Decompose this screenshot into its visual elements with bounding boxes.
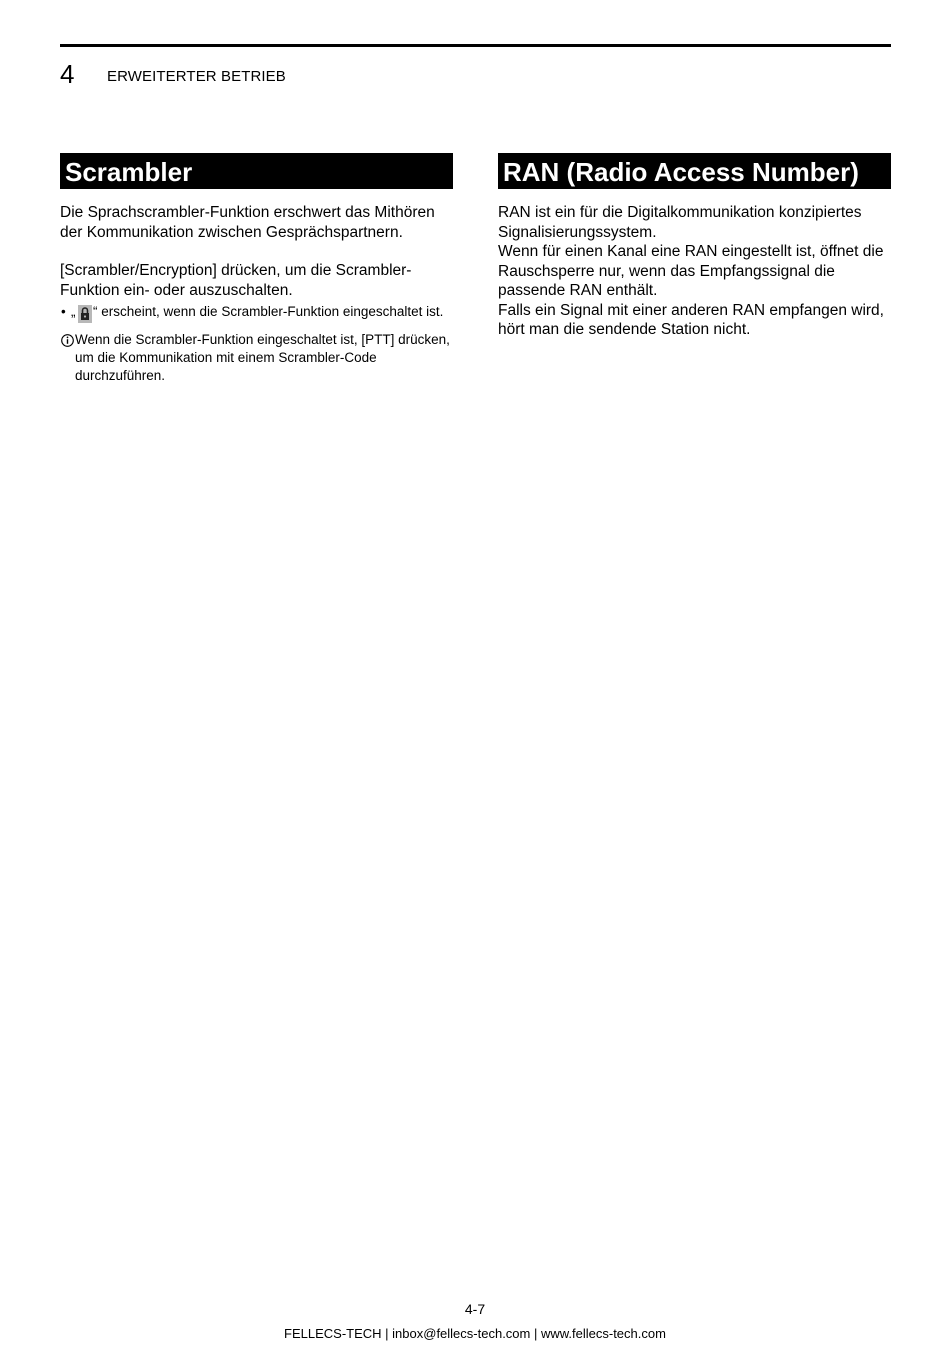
page-number: 4-7 (464, 1301, 486, 1317)
scrambler-bullet-note (60, 303, 453, 321)
scrambler-intro-paragraph: Die Sprachscrambler-Funktion erschwert das Mithören der Kommunikation zwischen Gesprächspartnern. (60, 204, 435, 241)
bullet-text: “ erscheint, wenn die Scrambler-Funktion eingeschaltet ist. (93, 304, 444, 319)
chapter-title: ERWEITERTER BETRIEB (107, 68, 286, 85)
scrambler-heading: Scrambler (60, 153, 453, 189)
bullet-open-quote: „ (71, 304, 76, 319)
scrambler-instruction-paragraph: [Scrambler/Encryption] drücken, um die Scrambler-Funktion ein- oder auszuschalten. (60, 262, 412, 299)
scrambler-section (60, 153, 453, 385)
bullet-mark: • (61, 304, 66, 319)
footer-contact: FELLECS-TECH | inbox@fellecs-tech.com | www.fellecs-tech.com (284, 1326, 666, 1341)
ran-paragraph-3: Falls ein Signal mit einer anderen RAN empfangen wird, hört man die sendende Station nicht. (498, 301, 884, 338)
header-rule (60, 44, 891, 47)
ran-heading: RAN (Radio Access Number) (498, 153, 891, 189)
info-text: Wenn die Scrambler-Funktion eingeschaltet ist, [PTT] drücken, um die Kommunikation mit einem Scrambler-Code durchzuführen. (75, 332, 450, 383)
ran-paragraph-2: Wenn für einen Kanal eine RAN eingestellt ist, öffnet die Rauschsperre nur, wenn das Empfangssignal die passende RAN enthält. (498, 243, 884, 299)
scrambler-info-note (60, 331, 453, 385)
scrambler-lock-icon (78, 305, 92, 323)
ran-section (498, 153, 891, 340)
ran-paragraph-1: RAN ist ein für die Digitalkommunikation konzipiertes Signalisierungssystem. (498, 204, 862, 241)
info-icon (61, 334, 74, 347)
chapter-number: 4 (60, 59, 75, 89)
